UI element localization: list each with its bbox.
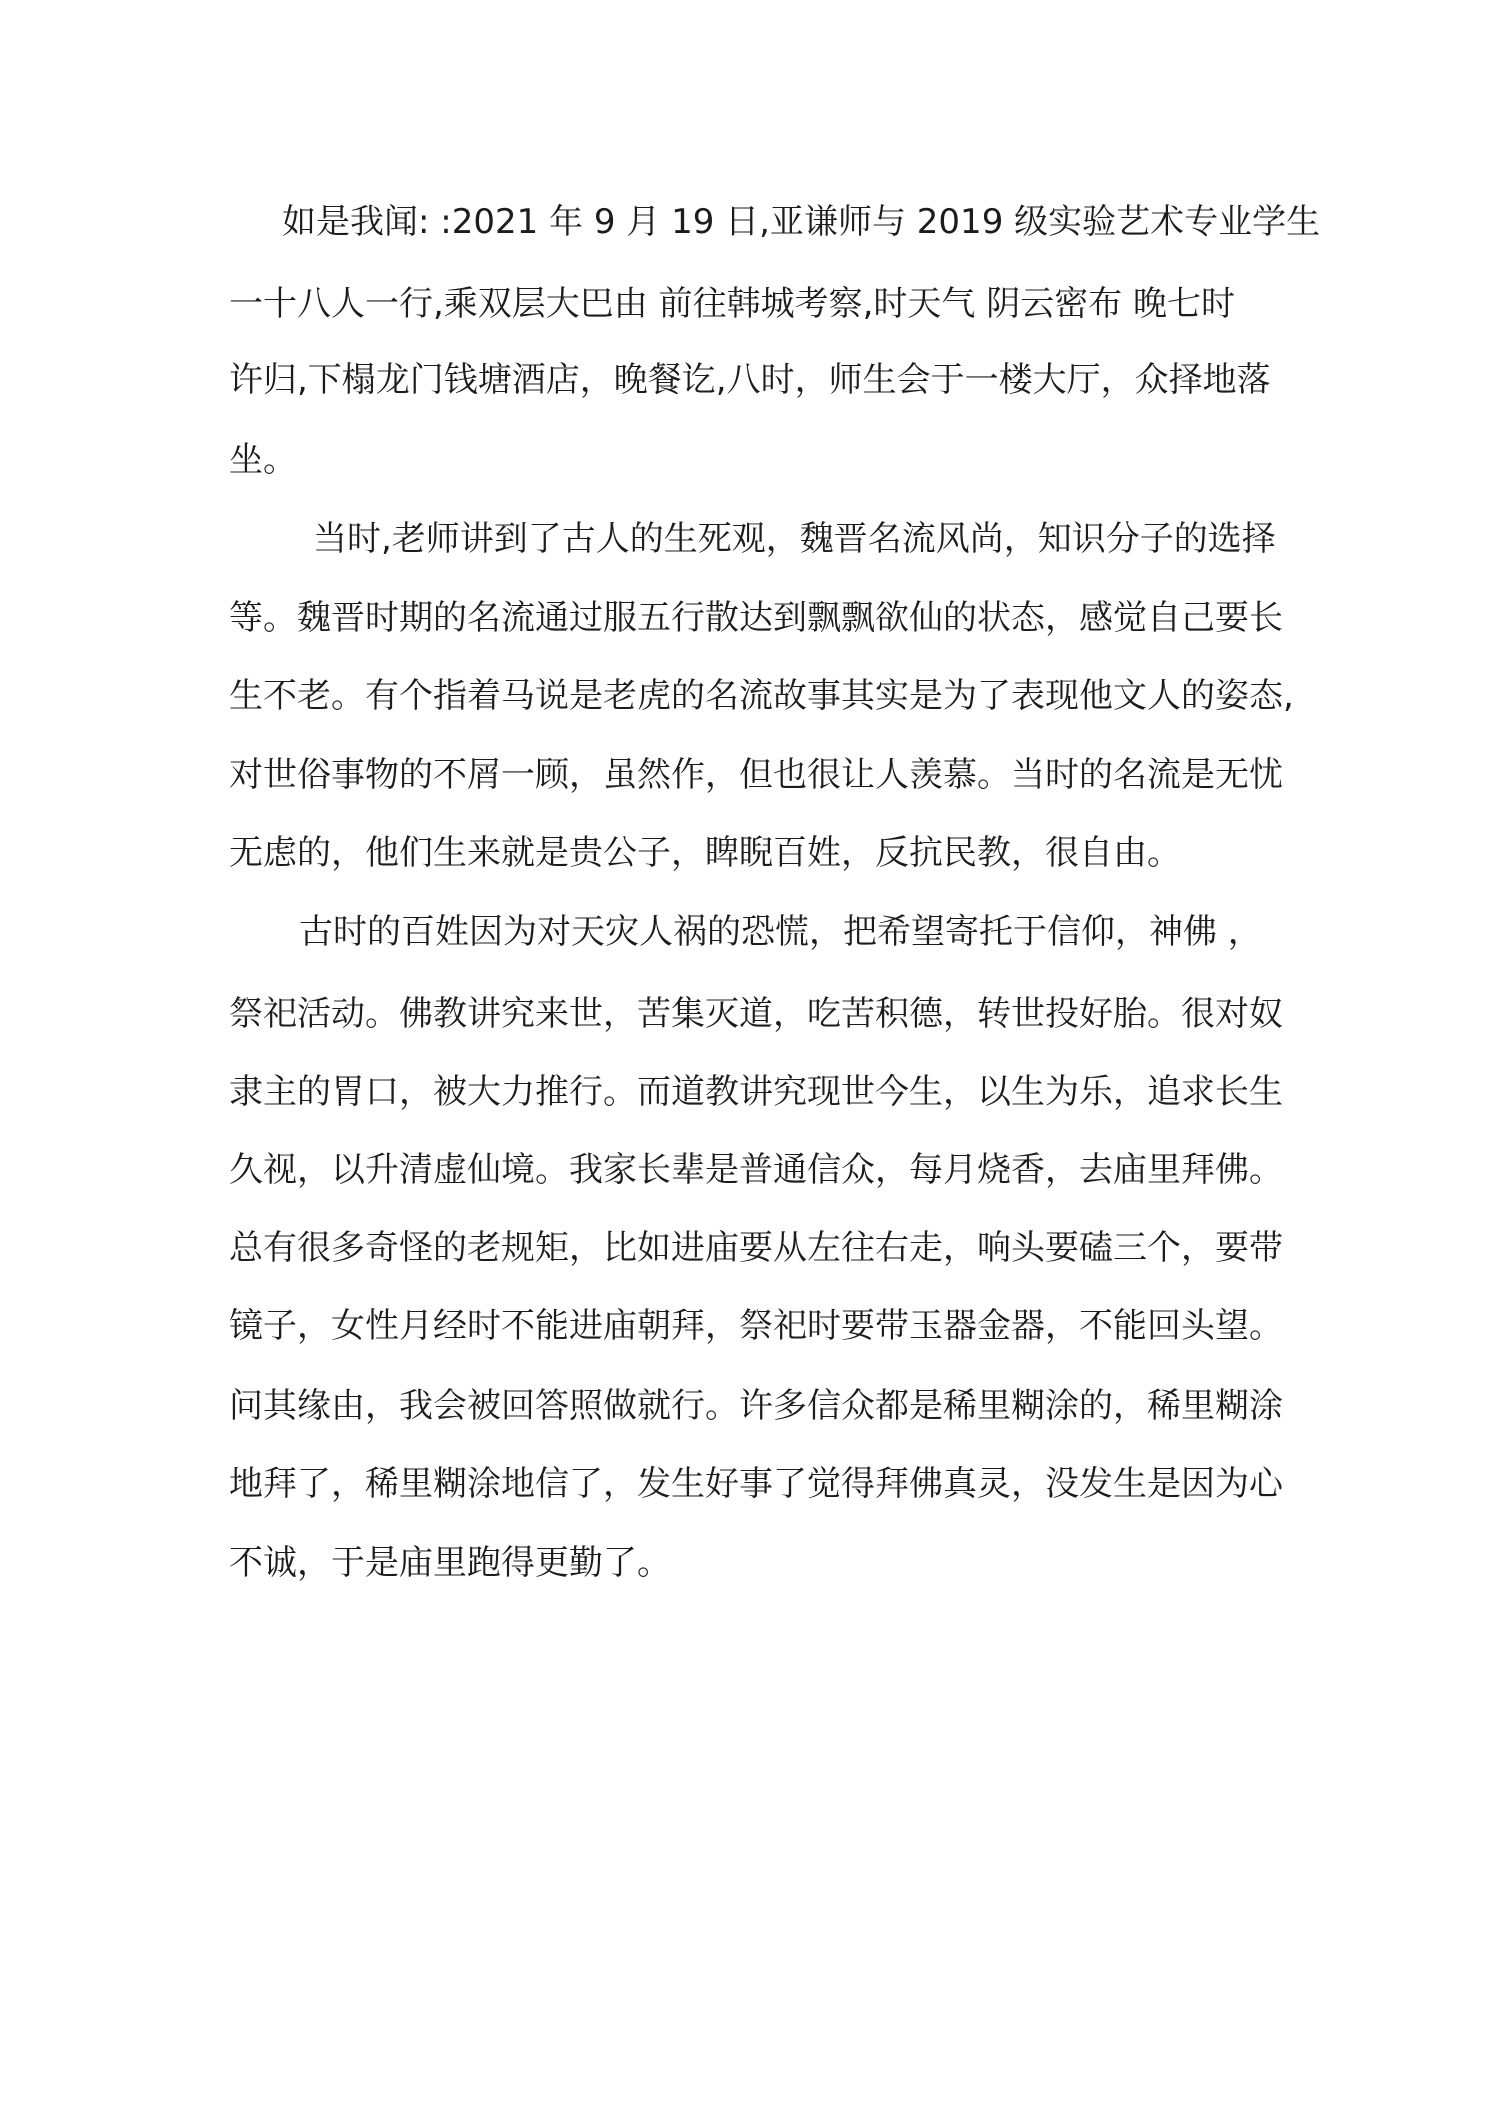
paragraph-2-line-3: 生不老。有个指着马说是老虎的名流故事其实是为了表现他文人的姿态,: [229, 676, 1294, 716]
paragraph-2-line-2: 等。魏晋时期的名流通过服五行散达到飘飘欲仙的状态，感觉自己要长: [229, 598, 1283, 638]
paragraph-3-line-1: 古时的百姓因为对天灾人祸的恐慌，把希望寄托于信仰，神佛 ，: [299, 912, 1262, 952]
paragraph-3-line-7: 问其缘由，我会被回答照做就行。许多信众都是稀里糊涂的，稀里糊涂: [229, 1386, 1283, 1426]
paragraph-3-line-3: 隶主的胃口，被大力推行。而道教讲究现世今生，以生为乐，追求长生: [229, 1072, 1283, 1112]
paragraph-3-line-8: 地拜了，稀里糊涂地信了，发生好事了觉得拜佛真灵，没发生是因为心: [229, 1464, 1283, 1504]
paragraph-1-line-1: 如是我闻: :2021 年 9 月 19 日,亚谦师与 2019 级实验艺术专业学生: [282, 202, 1321, 242]
paragraph-2-line-5: 无虑的，他们生来就是贵公子，睥睨百姓，反抗民教，很自由。: [229, 833, 1181, 873]
paragraph-1-line-2: 一十八人一行,乘双层大巴由 前往韩城考察,时天气 阴云密布 晚七时: [229, 284, 1236, 324]
paragraph-3-line-6: 镜子，女性月经时不能进庙朝拜，祭祀时要带玉器金器，不能回头望。: [229, 1306, 1283, 1346]
paragraph-2-line-1: 当时,老师讲到了古人的生死观，魏晋名流风尚，知识分子的选择: [313, 519, 1276, 559]
paragraph-3-line-4: 久视，以升清虚仙境。我家长辈是普通信众，每月烧香，去庙里拜佛。: [229, 1150, 1283, 1190]
paragraph-3-line-2: 祭祀活动。佛教讲究来世，苦集灭道，吃苦积德，转世投好胎。很对奴: [229, 994, 1283, 1034]
paragraph-3-line-9: 不诚，于是庙里跑得更勤了。: [229, 1543, 671, 1583]
paragraph-1-line-3: 许归,下榻龙门钱塘酒店，晚餐讫,八时，师生会于一楼大厅，众择地落: [229, 360, 1271, 400]
paragraph-1-line-4: 坐。: [229, 440, 297, 480]
paragraph-3-line-5: 总有很多奇怪的老规矩，比如进庙要从左往右走，响头要磕三个，要带: [229, 1228, 1283, 1268]
paragraph-2-line-4: 对世俗事物的不屑一顾，虽然作，但也很让人羡慕。当时的名流是无忧: [229, 755, 1283, 795]
